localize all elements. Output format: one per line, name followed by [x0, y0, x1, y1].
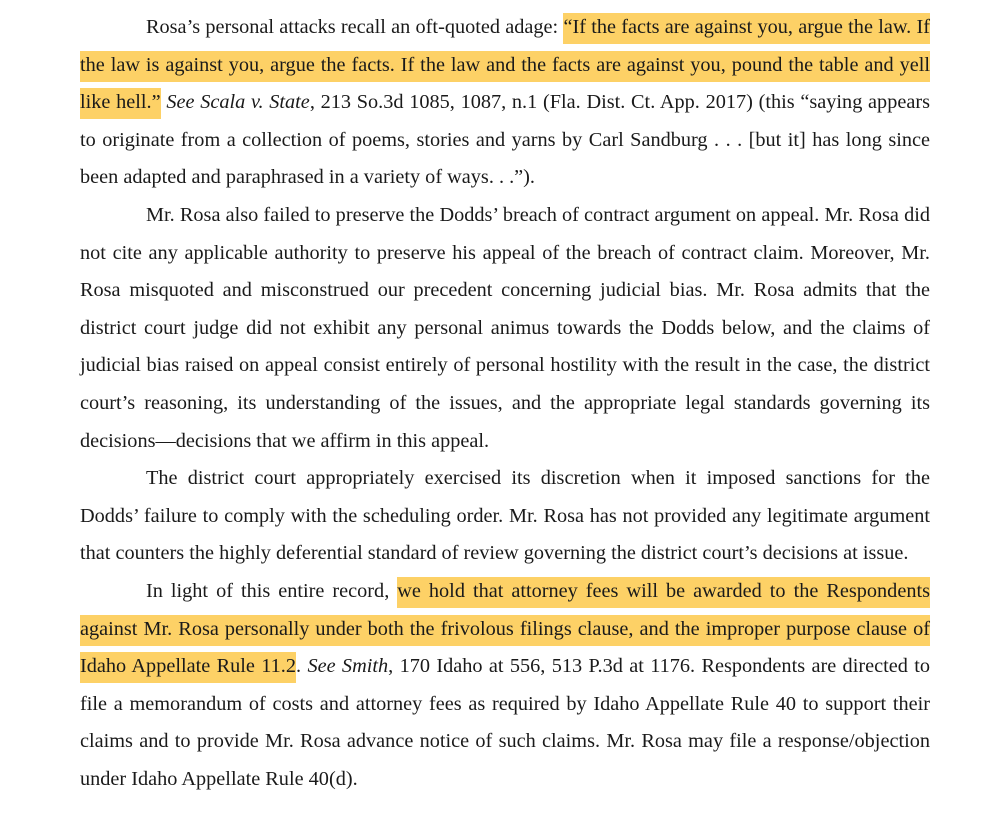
sanctions-text: The district court appropriately exercised its discretion when it imposed sanctions for the Dodds’ failure to comply with the scheduling order. Mr. Rosa has not provided any legitimate argument that counters the highly deferential standard of review governing the district court’s decisions at issue. [80, 467, 930, 565]
holding-period-text: . [296, 655, 308, 678]
paragraph-breach-of-contract [80, 197, 930, 460]
holding-intro-text: In light of this entire record, [146, 579, 398, 602]
citation-scala-v-state: See Scala v. State [166, 91, 310, 114]
adage-intro-text: Rosa’s personal attacks recall an oft-quoted adage: [146, 16, 564, 38]
paragraph-sanctions [80, 460, 930, 573]
smith-citation-details: , 170 Idaho at 556, 513 P.3d at 1176. Respondents are directed to file a memorandum of costs and attorney fees as required by Idaho Appellate Rule 40 to support their claims and to provide Mr. Rosa advance notice of such claims. Mr. Rosa may file a response/objection under Idaho Appellate Rule 40(d). [80, 655, 930, 790]
citation-see-smith: See Smith [307, 655, 389, 678]
paragraph-holding [80, 573, 930, 799]
breach-of-contract-text: Mr. Rosa also failed to preserve the Dodds’ breach of contract argument on appeal. Mr. Rosa did not cite any applicable authority to preserve his appeal of the breach of contract claim. Moreover, Mr. Rosa misquoted and misconstrued our precedent concerning judicial bias. Mr. Rosa admits that the district court judge did not exhibit any personal animus towards the Dodds below, and the claims of judicial bias raised on appeal consist entirely of personal hostility with the result in the case, the district court’s reasoning, its understanding of the issues, and the appropriate legal standards governing its decisions—decisions that we affirm in this appeal. [80, 203, 930, 452]
scala-citation-details: , 213 So.3d 1085, 1087, n.1 (Fla. Dist. Ct. App. 2017) (this “saying appears to originate from a collection of poems, stories and yarns by Carl Sandburg . . . [but it] has long since been adapted and paraphrased in a variety of ways. . .”). [80, 91, 930, 189]
highlighted-adage-quote: “If the facts are against you, argue the law. If the law is against you, argue the facts. If the law and the facts are against you, pound the table and yell like hell.” [80, 13, 930, 119]
highlighted-holding: we hold that attorney fees will be awarded to the Respondents against Mr. Rosa personally under both the frivolous filings clause, and the improper purpose clause of Idaho Appellate Rule 11.2 [80, 577, 930, 683]
paragraph-adage [80, 9, 930, 197]
